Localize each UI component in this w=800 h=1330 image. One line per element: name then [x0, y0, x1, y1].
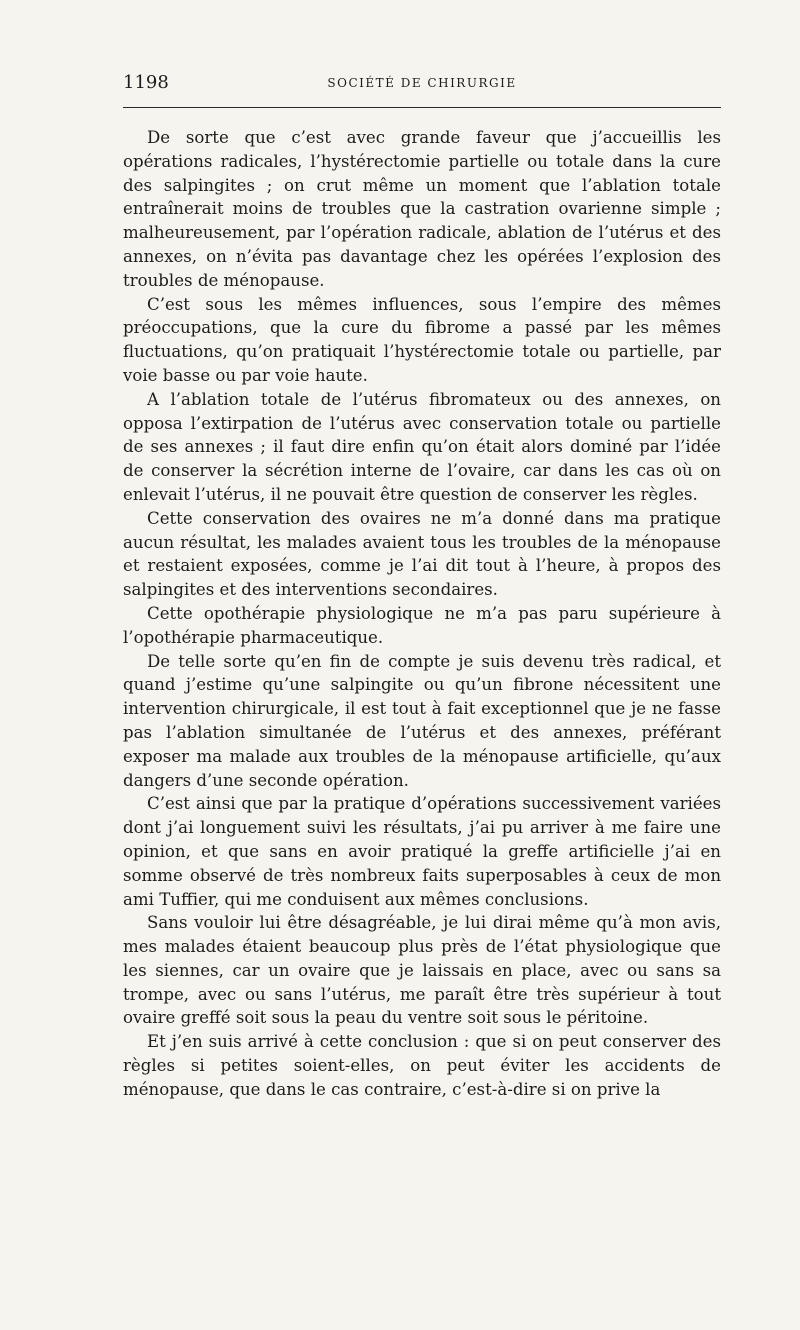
paragraph: Sans vouloir lui être désagréable, je lui dirai même qu’à mon avis, mes malades étaient beaucoup plus près de l’état physiologique que les siennes, car un ovaire que je laissais en place, avec ou sans sa trompe, avec ou sans l’utérus, me paraît être très supérieur à tout ovaire greffé soit sous la peau du ventre soit sous le péritoine. — [123, 913, 721, 1028]
paragraph: Et j’en suis arrivé à cette conclusion : que si on peut conserver des règles si petites soient-elles, on peut éviter les accidents de ménopause, que dans le cas contraire, c’est-à-dire si on prive la — [123, 1032, 721, 1099]
page-header — [123, 72, 721, 96]
paragraph: De sorte que c’est avec grande faveur que j’accueillis les opérations radicales, l’hystérectomie partielle ou totale dans la cure des salpingites ; on crut même un moment que l’ablation totale entraînerait moins de troubles que la castration ovarienne simple ; malheureusement, par l’opération radicale, ablation de l’utérus et des annexes, on n’évita pas davantage chez les opérées l’explosion des troubles de ménopause. — [123, 128, 721, 290]
paragraph: A l’ablation totale de l’utérus fibromateux ou des annexes, on opposa l’extirpation de l’utérus avec conservation totale ou partielle de ses annexes ; il faut dire enfin qu’on était alors dominé par l’idée de conserver la sécrétion interne de l’ovaire, car dans les cas où on enlevait l’utérus, il ne pouvait être question de conserver les règles. — [123, 389, 721, 504]
body-text — [123, 126, 721, 1102]
paragraph: Cette conservation des ovaires ne m’a donné dans ma pratique aucun résultat, les malades avaient tous les troubles de la ménopause et restaient exposées, comme je l’ai dit tout à l’heure, à propos des salpingites et des interventions secondaires. — [123, 508, 721, 600]
header-rule — [123, 107, 721, 108]
running-title: SOCIÉTÉ DE CHIRURGIE — [327, 76, 517, 90]
paragraph: C’est sous les mêmes influences, sous l’empire des mêmes préoccupations, que la cure du fibrome a passé par les mêmes fluctuations, qu’on pratiquait l’hystérectomie totale ou partielle, par voie basse ou par voie haute. — [123, 294, 721, 385]
paragraph: De telle sorte qu’en fin de compte je suis devenu très radical, et quand j’estime qu’une salpingite ou qu’un fibrone nécessitent une intervention chirurgicale, il est tout à fait exceptionnel que je ne fasse pas l’ablation simultanée de l’utérus et des annexes, préférant exposer ma malade aux troubles de la ménopause artificielle, qu’aux dangers d’une seconde opération. — [123, 651, 721, 790]
paragraph: C’est ainsi que par la pratique d’opérations successivement variées dont j’ai longuement suivi les résultats, j’ai pu arriver à me faire une opinion, et que sans en avoir pratiqué la greffe artificielle j’ai en somme observé de très nombreux faits superposables à ceux de mon ami Tuffier, qui me conduisent aux mêmes conclusions. — [123, 794, 721, 909]
page-number: 1198 — [123, 72, 169, 93]
paragraph: Cette opothérapie physiologique ne m’a pas paru supérieure à l’opothérapie pharmaceutique. — [123, 603, 721, 647]
